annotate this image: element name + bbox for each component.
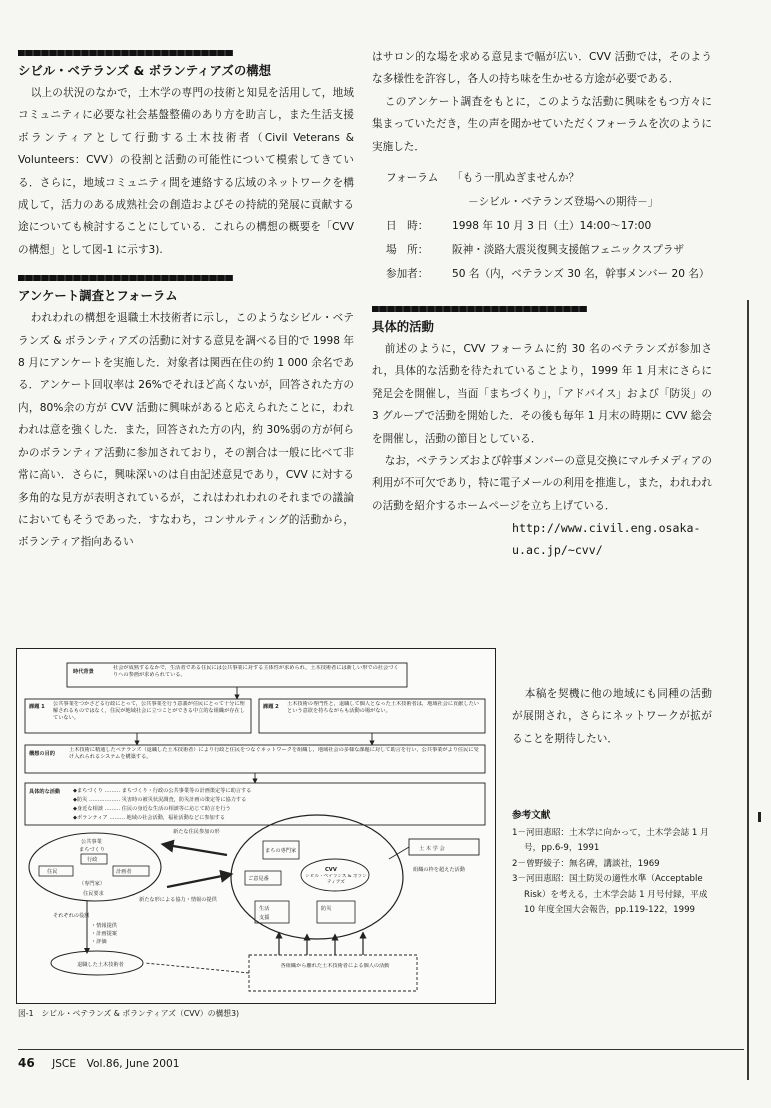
label-gyosei: 行政 bbox=[87, 857, 98, 863]
role-line: ・評価 bbox=[91, 939, 107, 945]
box-bosai bbox=[317, 901, 355, 923]
label-senmonka: （専門家） bbox=[79, 881, 105, 887]
label-machizukuri: まちづくり bbox=[79, 847, 105, 853]
forum-title-row bbox=[386, 166, 712, 190]
reference-item: 2－曾野綾子：無名碑，講談社，1969 bbox=[512, 858, 660, 869]
forum-place-row bbox=[386, 238, 712, 262]
journal-info: JSCE Vol.86, June 2001 bbox=[52, 1058, 180, 1070]
label-arrow1: 新たな住民参加の形 bbox=[173, 829, 220, 835]
label-jisho: ご意見番 bbox=[248, 876, 269, 882]
references-heading: 参考文献 bbox=[512, 810, 551, 821]
section-heading-concept: シビル・ベテランズ & ボランティアズの構想 bbox=[18, 63, 271, 78]
figure-cvv-concept bbox=[16, 648, 496, 1004]
page-number: 46 bbox=[18, 1056, 35, 1070]
label-cvv: CVV bbox=[325, 867, 337, 873]
scan-edge-mark bbox=[758, 812, 761, 822]
section-rule bbox=[18, 275, 233, 281]
forum-subtitle: －シビル・ベテランズ登場への期待－」 bbox=[468, 196, 659, 209]
section-rule bbox=[372, 306, 587, 312]
activity-line: ◆身近な相談 ……… 住民の身近な生活の相談等に応じて助言を行う bbox=[73, 806, 231, 812]
footer bbox=[18, 1056, 738, 1071]
section-body-concept: 以上の状況のなかで，土木学の専門の技術と知見を活用して，地域コミュニティに必要な社会基盤整備のあり方を助言し，また生活支援ボランティアとして行動する土木技術者（Civil Veterans & Volunteers：CVV）の役割と活動の可能性について模索してきている．さらに，地域コミュニティ間を連絡する広域のネットワークを構成して，活力のある成熟社会の創造およびその持続的発展に貢献する途についても検討することにしている．これらの構想の概要を「CVV の構想」として図-1 に示す3). bbox=[18, 87, 354, 256]
text-kadai1: 公共事業をつかさどる行政にとって，公共事業を行う意義が住民にとって十分に理解されるものではなく，住民が地域社会に立つことができる中立的な組織が存在していない。 bbox=[53, 701, 245, 721]
survey-continuation: はサロン的な場を求める意見まで幅が広い．CVV 活動では，そのような多様性を許容し，各人の持ち味を生かせる方途が必要である． bbox=[372, 51, 712, 86]
text-kouso: 土木技術に精通したベテランズ（退職した土木技術者）により行政と住民をつなぐネットワークを組織し，地域社会の多様な課題に対して助言を行い，公共事業がより住民に受け入れられるシステムを構築する。 bbox=[69, 747, 479, 760]
label-yakuwari: それぞれの役割 bbox=[53, 913, 90, 919]
section-heading-survey: アンケート調査とフォーラム bbox=[18, 288, 178, 304]
footer-divider bbox=[18, 1049, 744, 1050]
forum-attendees-row bbox=[386, 262, 712, 286]
forum-place-label: 場 所： bbox=[386, 244, 429, 257]
reference-item: 3－河田恵昭：国土防災の適性水準（Acceptable Risk）を考える，土木学会誌 1 月号付録，平成 10 年度全国大会報告，pp.119-122，1999 bbox=[512, 874, 708, 916]
survey-paragraph-2: このアンケート調査をもとに，このような活動に興味をもつ方々に集まっていただき，生の声を聞かせていただくフォーラムを次のように実施した． bbox=[372, 95, 712, 153]
forum-date-row bbox=[386, 214, 712, 238]
label-gutai: 具体的な活動 bbox=[29, 789, 61, 795]
section-heading-activities: 具体的活動 bbox=[372, 319, 434, 335]
figure-diagram bbox=[17, 649, 495, 1003]
section-body-survey: われわれの構想を退職土木技術者に示し，このようなシビル・ベテランズ & ボランティアズの活動に対する意見を調べる目的で 1998 年 8 月にアンケートを実施した．対象者は関西在住の約 1 000 余名である．アンケート回収率は 26%でそれほど高くないが，回答された方の内，80%余の方が CVV 活動に興味があると応えられたことに，われわれは意を強くした．また，回答された方の内，約 30%弱の方が何らかのボランティア活動に参加されており，その割合は一般に比べて非常に高い．さらに，興味深いのは自由記述意見であり，CVV に対する多角的な見方が表明されているが，これはわれわれのそれまでの議論においてもそうであった．すなわち，コンサルティング的活動から，ボランティア指向あるい bbox=[18, 312, 354, 549]
label-machi-senmon: まちの専門家 bbox=[265, 848, 297, 854]
activity-line: ◆まちづくり ……… まちづくり・行政の公共事業等の計画策定等に助言する bbox=[73, 788, 252, 794]
text-bottom-note: 各組織から離れた土木技術者による個人の活動 bbox=[280, 963, 390, 969]
forum-details bbox=[372, 166, 712, 286]
forum-attendees-label: 参加者： bbox=[386, 268, 429, 281]
label-bosai: 防災 bbox=[321, 906, 332, 912]
label-jidai: 時代背景 bbox=[73, 669, 94, 675]
forum-title: 「もう一肌ぬぎませんか？ bbox=[452, 172, 580, 185]
label-gijutsusha: 計画者 bbox=[116, 869, 132, 875]
homepage-url-line-2[interactable]: u.ac.jp/~cvv/ bbox=[512, 543, 603, 558]
label-gakkai: 土 木 学 会 bbox=[419, 846, 445, 852]
label-kouso: 構想の目的 bbox=[29, 751, 55, 757]
forum-place: 阪神・淡路大震災復興支援館フェニックスプラザ bbox=[452, 244, 685, 257]
forum-attendees: 50 名（内，ベテランズ 30 名，幹事メンバー 20 名） bbox=[452, 268, 710, 281]
figure-caption: 図-1 シビル・ベテランズ & ボランティアズ（CVV）の構想3) bbox=[18, 1009, 240, 1018]
forum-title-label: フォーラム bbox=[386, 172, 439, 185]
reference-item: 1－河田恵昭：土木学に向かって，土木学会誌 1 月号，pp.6-9，1991 bbox=[512, 828, 709, 854]
label-kokyo: 公共事業 bbox=[81, 839, 102, 845]
label-bottom: 退職した土木技術者 bbox=[77, 962, 124, 968]
label-yokyu: 住民要求 bbox=[83, 891, 104, 897]
label-arrow2: 新たな形による協力・情報の提供 bbox=[139, 897, 217, 903]
text-cvv-sub: シビル・ベテランズ & ボランティアズ bbox=[305, 874, 367, 885]
forum-date: 1998 年 10 月 3 日（土）14:00～17:00 bbox=[452, 220, 652, 233]
label-seikatsu: 生活 bbox=[259, 906, 270, 912]
label-jumin: 住民 bbox=[47, 869, 58, 875]
text-kadai2: 土木技術の専門性と，退職して個人となった土木技術者は，地域社会に貢献したいという意欲を持ちながらも活動の場がない。 bbox=[287, 701, 479, 714]
closing-paragraph: 本稿を契機に他の地域にも同種の活動が展開され，さらにネットワークが拡がることを期待したい． bbox=[512, 688, 712, 745]
right-column bbox=[372, 46, 712, 561]
role-line: ・情報提供 bbox=[91, 923, 117, 929]
text-jidai: 社会が成熟するなかで，生活者である住民には公共事業に対する主体性が求められ，土木技術者には新しい形での社会づくりへの参画が求められている。 bbox=[113, 665, 399, 678]
label-kadai2: 課題 2 bbox=[263, 704, 279, 710]
role-line: ・計画提案 bbox=[91, 931, 117, 937]
activities-paragraph-2: なお，ベテランズおよび幹事メンバーの意見交換にマルチメディアの利用が不可欠であり，特に電子メールの利用を推進し，また，われわれの活動を紹介するホームページを立ち上げている． bbox=[372, 455, 712, 512]
section-rule bbox=[18, 50, 233, 56]
label-kadai1: 課題 1 bbox=[29, 704, 45, 710]
forum-date-label: 日 時： bbox=[386, 220, 429, 233]
homepage-url-line-1[interactable]: http://www.civil.eng.osaka- bbox=[512, 521, 701, 536]
scan-edge-line bbox=[747, 300, 749, 1080]
references bbox=[512, 806, 712, 918]
activity-line: ◆ボランティア ……… 地域の社会活動，福祉活動などに参加する bbox=[73, 815, 226, 821]
left-column bbox=[18, 46, 354, 554]
section-body-activities: 前述のように，CVV フォーラムに約 30 名のベテランズが参加され，具体的な活動を待たれていることより，1999 年 1 月末にさらに発足会を開催し，当面「まちづくり」，「アドバイス」および「防災」の 3 グループで活動を開始した．その後も毎年 1 月末の時期に CVV 総会を開催し，活動の節目としている． bbox=[372, 343, 712, 445]
activity-line: ◆防災 ……………… 災害時の被災状況調査，防災計画の策定等に協力する bbox=[73, 797, 247, 803]
label-shien: 支援 bbox=[259, 915, 270, 921]
label-gakkai-note: 組織の枠を超えた活動 bbox=[413, 867, 465, 873]
